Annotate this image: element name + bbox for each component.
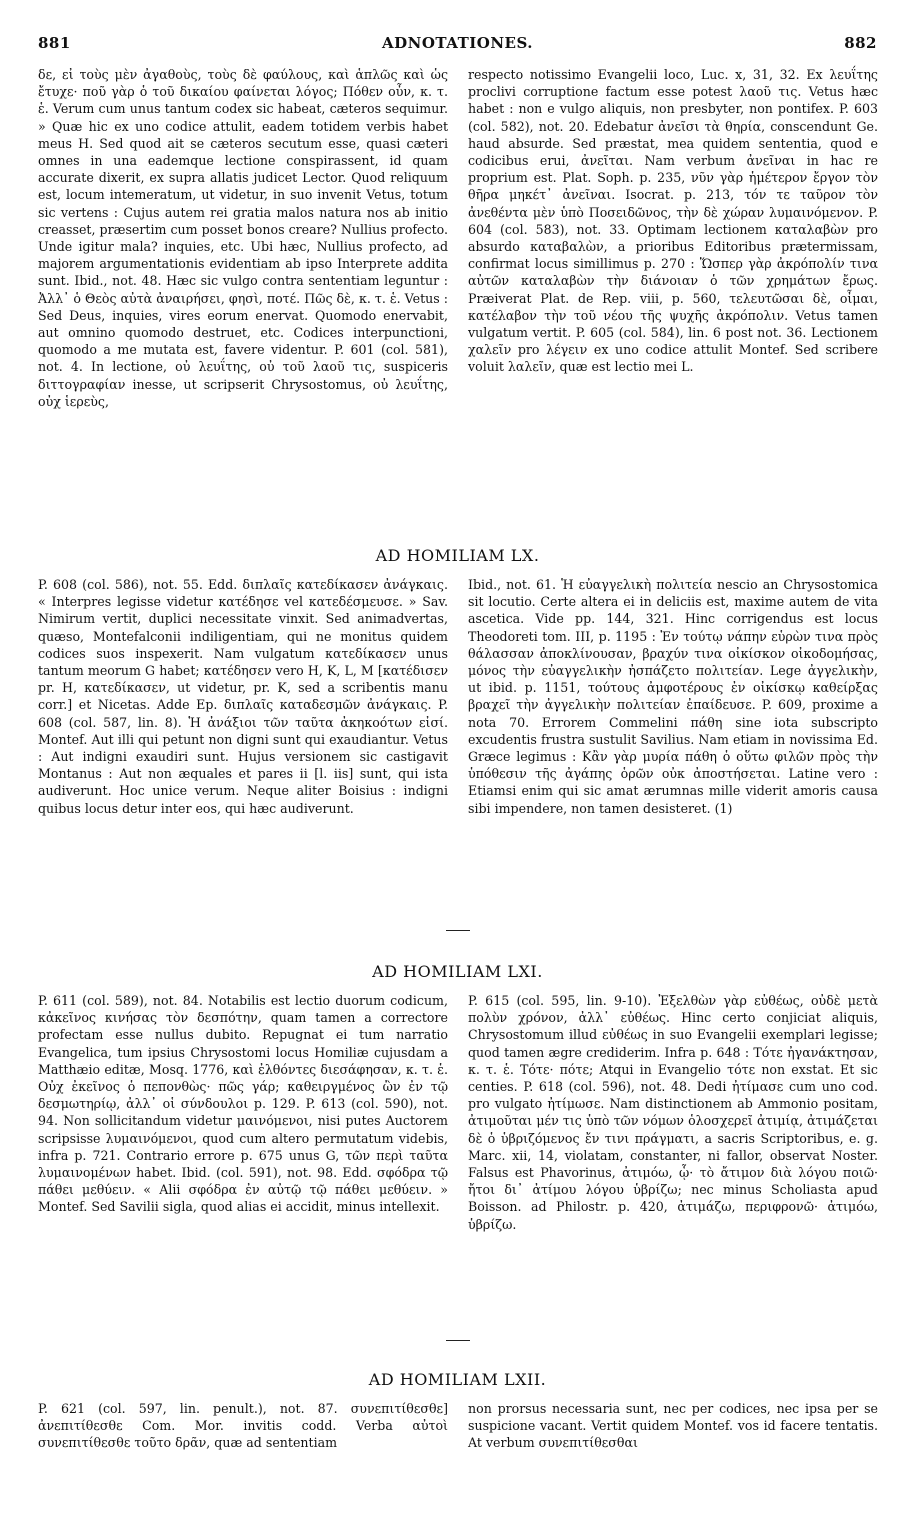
homily-62-left-text: P. 621 (col. 597, lin. penult.), not. 87. συνεπιτίθεσθε] ἀνεπιτίθεσθε Com. Mor. invitis codd. Verba αὐτοὶ συνεπιτίθεσθε τοῦτο δρᾶν, quæ ad sententiam [38, 1401, 448, 1451]
homily-61-left-text: P. 611 (col. 589), not. 84. Notabilis est lectio duorum codicum, κἀκεῖνος κινήσας τὸν δεσπότην, quam tamen a correctore profectam esse nullus dubito. Repugnat ei tum narratio Evangelica, tum ipsius Chrysostomi locus Homiliæ cujusdam a Matthæio editæ, Mosq. 1776, καὶ ἐλθόντες διεσάφησαν, κ. τ. ἑ. Οὐχ ἐκεῖνος ὁ πεπονθὼς· πῶς γάρ; καθειργμένος ὢν ἐν τῷ δεσμωτηρίῳ, ἀλλ᾽ οἱ σύνδουλοι p. 129. P. 613 (col. 590), not. 94. Non sollicitandum videtur μαινόμενοι, nisi putes Auctorem scripsisse λυμαινόμενοι, quod cum altero permutatum videbis, infra p. 721. Contrario errore p. 675 unus G, τῶν περὶ ταῦτα λυμαινομένων habet. Ibid. (col. 591), not. 98. Edd. σφόδρα τῷ πάθει μεθύειν. « Alii σφόδρα ἐν αὐτῷ τῷ πάθει μεθύειν. » Montef. Sed Savilii sigla, quod alias ei accidit, minus intellexit. [38, 993, 448, 1215]
homily-60-right-text: Ibid., not. 61. Ἡ εὐαγγελικὴ πολιτεία nescio an Chrysostomica sit locutio. Certe altera ei in deliciis est, maxime autem de vita ascetica. Vide pp. 144, 321. Hinc corrigendus est locus Theodoreti tom. III, p. 1195 : Ἐν τούτῳ νάπην εὑρὼν τινα πρὸς θάλασσαν ἀποκλίνουσαν, βραχύν τινα οἰκίσκον οἰκοδομήσας, μόνος τὴν εὐαγγελικὴν ἠσπάζετο πολιτείαν. Lege ἀγγελικὴν, ut ibid. p. 1151, τούτους ἀμφοτέρους ἐν οἰκίσκῳ καθείρξας βραχεῖ τὴν ἀγγελικὴν πολιτείαν ἐπαίδευσε. P. 609, proxime a nota 70. Errorem Commelini πάθη sine iota subscripto excudentis frustra sustulit Savilius. Nam etiam in novissima Ed. Græce legimus : Κἂν γὰρ μυρία πάθη ὁ οὕτω φιλῶν πρὸς τὴν ὑπόθεσιν τῆς ἀγάπης ὁρῶν οὐκ ἀποστήσεται. Latine vero : Etiamsi enim qui sic amat ærumnas mille viderit amoris causa sibi impendere, non tamen desisteret. (1) [468, 577, 878, 816]
homily-60-left-text: P. 608 (col. 586), not. 55. Edd. διπλαῖς κατεδίκασεν ἀνάγκαις. « Interpres legisse videtur κατέδησε vel κατεδέσμευσε. » Sav. Nimirum vertit, duplici necessitate vinxit. Sed animadvertas, quæso, Montefalconii indiligentiam, qui ne monitus quidem codices suos inspexerit. Nam vulgatum κατεδίκασεν unus tantum meorum G habet; κατέδησεν vero H, K, L, M [κατέδισεν pr. H, κατεδίκασεν, ut videtur, pr. K, sed a scribentis manu corr.] et Nicetas. Adde Ep. διπλαῖς καταδεσμῶν ἀνάγκαις. P. 608 (col. 587, lin. 8). Ἡ ἀνάξιοι τῶν ταῦτα ἀκηκοότων εἰσί. Montef. Aut illi qui petunt non digni sunt qui exaudiantur. Vetus : Aut indigni exaudiri sunt. Hujus versionem sic castigavit Montanus : Aut non æquales et pares ii [l. iis] sunt, qui ista audiverunt. Hoc unice verum. Neque aliter Boisius : indigni quibus locus detur inter eos, qui hæc audiverunt. [38, 577, 448, 816]
running-header [38, 34, 877, 56]
section-homily-60 [38, 546, 877, 918]
left-column [38, 1400, 448, 1452]
homily-62-right-text: non prorsus necessaria sunt, nec per codices, nec ipsa per se suspicione vacant. Vertit quidem Montef. vos id facere tentatis. At verbum συνεπιτίθεσθαι [468, 1401, 878, 1451]
right-column [468, 66, 878, 376]
section-homily-61 [38, 962, 877, 1328]
section-divider [446, 930, 470, 931]
section-homily-62 [38, 1370, 877, 1520]
section-continuation [38, 66, 877, 506]
continuation-left-text: δε, εἰ τοὺς μὲν ἀγαθοὺς, τοὺς δὲ φαύλους, καὶ ἁπλῶς καὶ ὡς ἔτυχε· ποῦ γὰρ ὁ τοῦ δικαίου φαίνεται λόγος; Πόθεν οὖν, κ. τ. ἑ. Verum cum unus tantum codex sic habeat, cæteros sequimur. » Quæ hic ex uno codice attulit, eadem totidem verbis habet meus H. Sed quod ait se cæteros secutum esse, quasi cæteri omnes in una eademque lectione conspirassent, id quam accurate dixerit, ex supra allatis judicet Lector. Quod reliquum est, locum intemeratum, ut videtur, in suo invenit Vetus, totum sic vertens : Cujus autem rei gratia malos natura nos ab initio creasset, præsertim cum posset bonos creare? Nullius profecto. Unde igitur mala? inquies, etc. Ubi hæc, Nullius profecto, ad majorem argumentationis evidentiam ab ipso Interprete addita sunt. Ibid., not. 48. Hæc sic vulgo contra sententiam leguntur : Ἀλλ᾽ ὁ Θεὸς αὐτὰ ἀναιρήσει, φησὶ, ποτέ. Πῶς δὲ, κ. τ. ἑ. Vetus : Sed Deus, inquies, vires eorum enervat. Quomodo enervabit, aut omnino quomodo destruet, etc. Codices interpunctioni, quomodo a me mutata est, favere videntur. P. 601 (col. 581), not. 4. In lectione, οὐ λευΐτης, οὐ τοῦ λαοῦ τις, suspiceris διττογραφίαν inesse, ut scripserit Chrysostomus, οὐ λευΐτης, οὐχ ἱερεὺς, [38, 67, 448, 409]
section-heading: AD HOMILIAM LX. [375, 546, 540, 565]
continuation-right-text: respecto notissimo Evangelii loco, Luc. x, 31, 32. Ex λευΐτης proclivi corruptione factum esse potest λαοῦ τις. Vetus hæc habet : non e vulgo aliquis, non presbyter, non pontifex. P. 603 (col. 582), not. 20. Edebatur ἀνεῖσι τὰ θηρία, conscendunt Ge. haud absurde. Sed præstat, mea quidem sententia, quod e codicibus erui, ἀνεῖται. Nam verbum ἀνεῖναι in hac re proprium est. Plat. Soph. p. 235, νῦν γὰρ ἡμέτερον ἔργον τὸν θῆρα μηκέτ᾽ ἀνεῖναι. Isocrat. p. 213, τόν τε ταῦρον τὸν ἀνεθέντα μὲν ὑπὸ Ποσειδῶνος, τὴν δὲ χώραν λυμαινόμενον. P. 604 (col. 583), not. 33. Optimam lectionem καταλαβὼν pro absurdo καταβαλὼν, a prioribus Editoribus prætermissam, confirmat locus simillimus p. 270 : Ὥσπερ γὰρ ἀκρόπολίν τινα αὐτῶν καταλαβὼν τὴν διάνοιαν ὁ τῶν χρημάτων ἔρως. Præiverat Plat. de Rep. viii, p. 560, τελευτῶσαι δὲ, οἶμαι, κατέλαβον τὴν τοῦ νέου τῆς ψυχῆς ἀκρόπολιν. Vetus tamen vulgatum vertit. P. 605 (col. 584), lin. 6 post not. 36. Lectionem χαλεῖν pro λέγειν ex uno codice attulit Montef. Sed scribere voluit λαλεῖν, quæ est lectio mei L. [468, 67, 878, 375]
section-divider [446, 1340, 470, 1341]
right-column [468, 1400, 878, 1452]
page-number-left: 881 [38, 34, 71, 52]
right-column [468, 576, 878, 817]
page-number-right: 882 [844, 34, 877, 52]
section-heading: AD HOMILIAM LXI. [372, 962, 543, 981]
left-column [38, 992, 448, 1216]
running-title: ADNOTATIONES. [382, 34, 533, 52]
left-column [38, 66, 448, 410]
right-column [468, 992, 878, 1233]
section-heading: AD HOMILIAM LXII. [368, 1370, 547, 1389]
homily-61-right-text: P. 615 (col. 595, lin. 9-10). Ἐξελθὼν γὰρ εὐθέως, οὐδὲ μετὰ πολὺν χρόνον, ἀλλ᾽ εὐθέως. Hinc certo conjiciat aliquis, Chrysostomum illud εὐθέως in suo Evangelii exemplari legisse; quod tamen ægre crediderim. Infra p. 648 : Τότε ἠγανάκτησαν, κ. τ. ἑ. Τότε· πότε; Atqui in Evangelio τότε non exstat. Et sic centies. P. 618 (col. 596), not. 48. Dedi ἠτίμασε cum uno cod. pro vulgato ἠτίμωσε. Nam distinctionem ab Ammonio positam, ἀτιμοῦται μέν τις ὑπὸ τῶν νόμων ὁλοσχερεῖ ἀτιμίᾳ, ἀτιμάζεται δὲ ὁ ὑβριζόμενος ἔν τινι πράγματι, a sacris Scriptoribus, e. g. Marc. xii, 14, violatam, constanter, ni fallor, observat Noster. Falsus est Phavorinus, ἀτιμόω, ᾧ· τὸ ἄτιμον διὰ λόγου ποιῶ· ἤτοι δι᾽ ἀτίμου λόγου ὑβρίζω; nec minus Scholiasta apud Boisson. ad Philostr. p. 420, ἀτιμάζω, περιφρονῶ· ἀτιμόω, ὑβρίζω. [468, 993, 878, 1232]
left-column [38, 576, 448, 817]
